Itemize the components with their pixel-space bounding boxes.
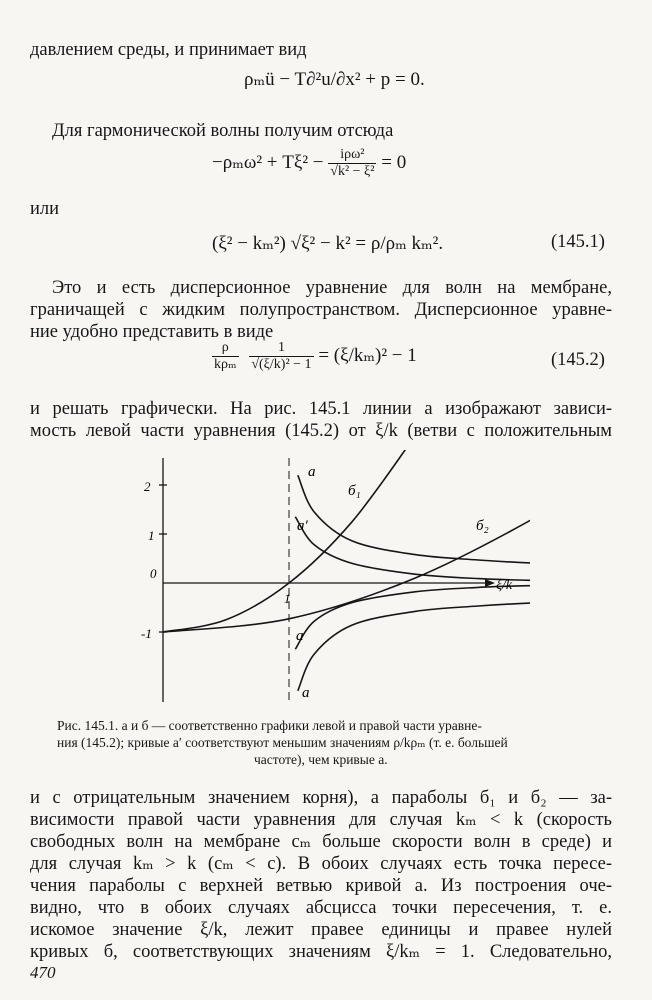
y-tick-label: 1 — [148, 528, 155, 543]
y-tick-label: -1 — [141, 626, 152, 641]
curve-label-a-upper: a — [308, 464, 316, 480]
text-line: чения параболы с верхней ветвью кривой a. Из построения оче- — [30, 876, 612, 896]
text-line: Для гармонической волны получим отсюда — [52, 121, 394, 141]
page-number: 470 — [30, 963, 56, 982]
curve-label-a-mid: a — [296, 628, 304, 644]
text-line: или — [30, 199, 60, 219]
equation-part: = (ξ/kₘ)² − 1 — [318, 344, 417, 366]
text-line: видно, что в обоих случаях абсцисса точки пересечения, т. е. — [30, 898, 612, 918]
figure-caption-line: ния (145.2); кривые a′ соответствуют меньшим значениям ρ/kρₘ (т. е. большей — [57, 735, 508, 750]
curve-2 — [298, 601, 530, 691]
fraction-denominator: √k² − ξ² — [330, 164, 375, 179]
equation-harmonic — [212, 147, 406, 180]
fraction-denominator: kρₘ — [214, 357, 237, 372]
text-line: и с отрицательным значением корня), а параболы б₁ и б₂ — за- — [30, 788, 612, 808]
x-axis-arrow — [485, 579, 495, 587]
equation-membrane: ρₘü − T∂²u/∂x² + p = 0. — [244, 69, 425, 90]
equation-part: = 0 — [381, 151, 407, 173]
y-tick-label: 0 — [150, 566, 157, 581]
curve-label-b1: б₁ — [348, 483, 361, 499]
text-line: мость левой части уравнения (145.2) от ξ/k (ветви с положительным — [30, 421, 612, 441]
equation-graphical — [212, 340, 417, 373]
fraction — [212, 340, 239, 373]
x-tick-label: 1 — [284, 591, 291, 606]
text-line: давлением среды, и принимает вид — [30, 40, 307, 60]
equation-dispersion: (ξ² − kₘ²) √ξ² − k² = ρ/ρₘ kₘ². — [212, 233, 444, 254]
figure-145-1 — [130, 450, 530, 710]
y-tick-label: 2 — [144, 479, 151, 494]
curve-label-a-lower: a — [302, 685, 310, 701]
x-axis-label: ξ/k — [496, 578, 513, 593]
fraction — [249, 340, 313, 373]
figure-caption-line: частоте), чем кривые a. — [254, 752, 388, 767]
text-line: и решать графически. На рис. 145.1 линии a изображают зависи- — [30, 399, 612, 419]
equation-number: (145.2) — [551, 350, 605, 370]
fraction — [328, 147, 376, 180]
text-line: висимости правой части уравнения для случая kₘ < k (скорость — [30, 810, 612, 830]
fraction-denominator: √(ξ/k)² − 1 — [251, 357, 312, 372]
curve-label-b2: б₂ — [476, 518, 489, 534]
curve-1 — [295, 517, 530, 581]
fraction-numerator: 1 — [249, 340, 313, 357]
curve-label-a-prime: a′ — [297, 518, 308, 534]
equation-number: (145.1) — [551, 232, 605, 252]
curve-0 — [298, 475, 530, 565]
figure-caption-line: Рис. 145.1. a и б — соответственно графики левой и правой части уравне- — [57, 718, 482, 733]
text-line: для случая kₘ > k (cₘ < c). В обоих случаях есть точка пересе- — [30, 854, 612, 874]
text-line: Это и есть дисперсионное уравнение для волн на мембране, — [52, 278, 612, 298]
fraction-numerator: ρ — [212, 340, 239, 357]
text-line: свободных волн на мембране cₘ больше скорости волн в среде) и — [30, 832, 612, 852]
curve-3 — [295, 585, 530, 649]
text-line: кривых б, соответствующих значениям ξ/kₘ = 1. Следовательно, — [30, 942, 612, 962]
fraction-numerator: iρω² — [328, 147, 376, 164]
text-line: ние удобно представить в виде — [30, 322, 274, 342]
equation-part: −ρₘω² + Tξ² − — [212, 151, 324, 173]
text-line: искомое значение ξ/k, лежит правее единицы и правее нулей — [30, 920, 612, 940]
text-line: граничащей с жидким полупространством. Дисперсионное уравне- — [30, 300, 612, 320]
